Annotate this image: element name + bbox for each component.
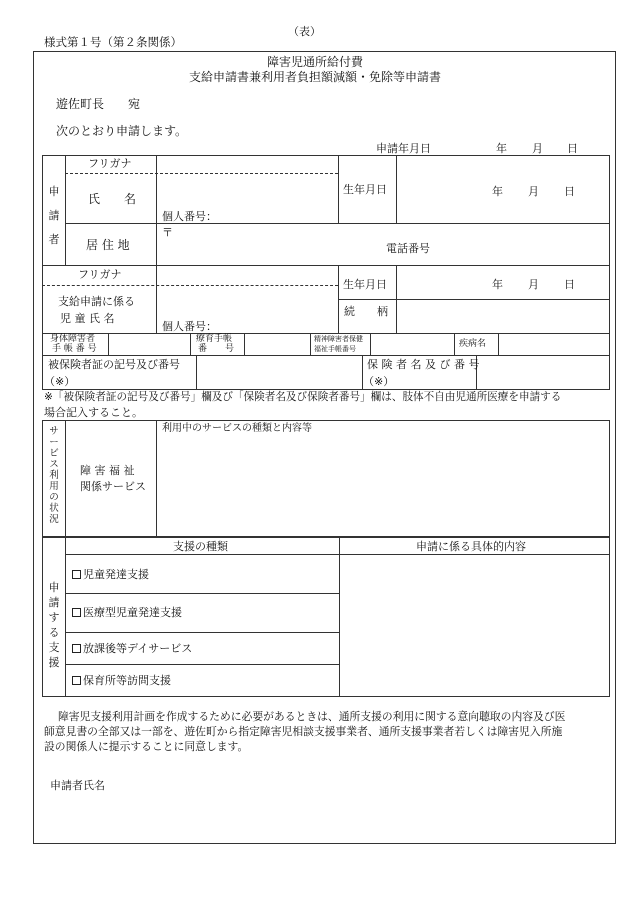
application-date-day: 日 — [567, 142, 578, 155]
support-content-header: 申請に係る具体的内容 — [416, 540, 526, 553]
insurer-note: （※） — [363, 375, 395, 388]
child-relationship-label: 続 柄 — [344, 305, 388, 318]
insured-note: （※） — [44, 375, 76, 388]
side-label: （表） — [288, 25, 321, 38]
applicant-personal-number-label: 個人番号： — [162, 210, 217, 223]
consent-line3: 設の関係人に提示することに同意します。 — [44, 740, 249, 753]
rehab-handbook-label-line2: 番 号 — [198, 344, 235, 354]
application-date-month: 月 — [532, 142, 543, 155]
application-date-label: 申請年月日 — [376, 142, 431, 155]
applicant-furigana-label: フリガナ — [88, 157, 132, 170]
disability-handbook-label-line2: 手 帳 番 号 — [52, 344, 97, 354]
consent-line2: 師意見書の全部又は一部を、遊佐町から指定障害児相談支援事業者、通所支援事業者若しくは障害児入所施 — [44, 725, 563, 738]
insurer-label: 保 険 者 名 及 び 番 号 — [367, 358, 480, 371]
form-number: 様式第１号（第２条関係） — [44, 35, 182, 49]
form-title-line2: 支給申請書兼利用者負担額減額・免除等申請書 — [188, 70, 441, 84]
applicant-name-label: 氏 名 — [88, 192, 137, 206]
postal-mark: 〒 — [162, 226, 173, 239]
child-furigana-label: フリガナ — [78, 268, 122, 281]
child-name-label-line2: 児 童 氏 名 — [60, 312, 115, 325]
child-birth-label: 生年月日 — [343, 278, 387, 291]
service-usage-table — [42, 420, 610, 537]
applicant-birth-label: 生年月日 — [343, 183, 387, 196]
applicant-birth-month: 月 — [528, 185, 539, 198]
service-usage-section-label: サービス利用の状況 — [49, 426, 59, 525]
disease-label: 疾病名 — [459, 339, 487, 349]
form-title-line1: 障害児通所給付費 — [266, 55, 363, 69]
support-type-header: 支援の種類 — [173, 540, 228, 553]
mental-handbook-label-line1: 精神障害者保健 — [314, 335, 363, 343]
signature-label: 申請者氏名 — [50, 779, 105, 792]
child-birth-month: 月 — [528, 278, 539, 291]
support-option-after-school-day-service[interactable]: 放課後等デイサービス — [72, 643, 192, 654]
applicant-birth-year: 年 — [492, 185, 503, 198]
applicant-section-label: 申請者 — [48, 185, 60, 246]
child-personal-number-label: 個人番号： — [162, 320, 217, 333]
insurance-note-line1: ※「被保険者証の記号及び番号」欄及び「保険者名及び保険者番号」欄は、肢体不自由児通所医療を申請する — [44, 391, 562, 403]
application-date-year: 年 — [496, 142, 507, 155]
child-birth-day: 日 — [564, 278, 575, 291]
checkbox-icon — [72, 644, 81, 653]
service-category-line1: 障 害 福 祉 — [80, 464, 135, 477]
applicant-birth-day: 日 — [564, 185, 575, 198]
child-name-label-line1: 支給申請に係る — [58, 295, 135, 308]
checkbox-icon — [72, 676, 81, 685]
support-request-section-label: 申請する支援 — [48, 581, 60, 669]
insurance-note-line2: 場合記入すること。 — [44, 406, 143, 419]
consent-line1: 障害児支援利用計画を作成するために必要があるときは、通所支援の利用に関する意向聴取の内容及び医 — [58, 710, 566, 723]
support-option-nursery-visit[interactable]: 保育所等訪問支援 — [72, 675, 171, 686]
service-content-label: 利用中のサービスの種類と内容等 — [162, 423, 312, 434]
insured-label: 被保険者証の記号及び番号 — [48, 358, 180, 371]
checkbox-icon — [72, 570, 81, 579]
applicant-address-label: 居 住 地 — [86, 238, 130, 252]
service-category-line2: 関係サービス — [80, 480, 146, 493]
applicant-phone-label: 電話番号 — [386, 242, 430, 255]
support-option-medical-child-development[interactable]: 医療型児童発達支援 — [72, 607, 182, 618]
support-option-child-development[interactable]: 児童発達支援 — [72, 569, 149, 580]
child-birth-year: 年 — [492, 278, 503, 291]
disability-handbook-label-line1: 身体障害者 — [50, 334, 96, 344]
intro-text: 次のとおり申請します。 — [56, 124, 188, 138]
rehab-handbook-label-line1: 療育手帳 — [196, 334, 233, 344]
checkbox-icon — [72, 608, 81, 617]
addressee: 遊佐町長 宛 — [56, 97, 141, 111]
mental-handbook-label-line2: 福祉手帳番号 — [314, 345, 356, 353]
